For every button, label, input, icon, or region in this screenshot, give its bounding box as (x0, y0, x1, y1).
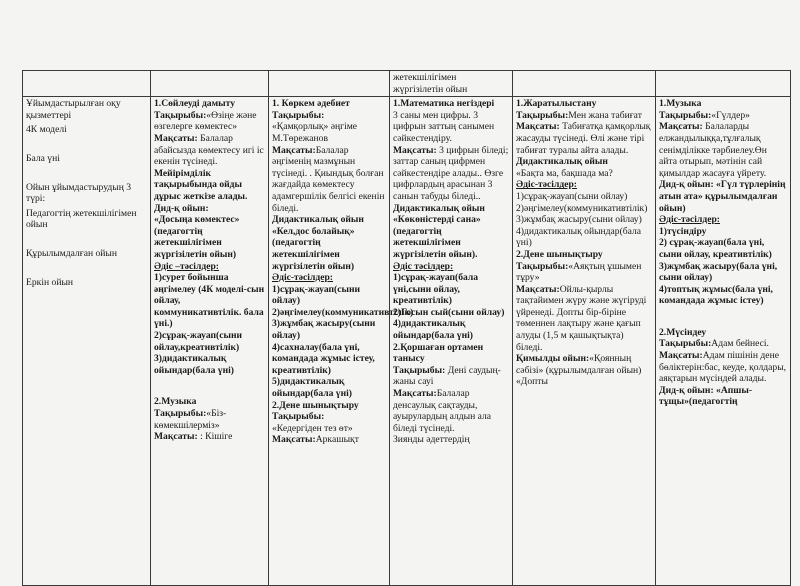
c1-goal: Балалар абайсызда көмектесу игі іс екенін түсінеді. (154, 132, 264, 168)
c5-method-2: 2) сұрақ-жауап(бала үні, сыни ойлау, креативтілік) (659, 237, 772, 260)
c3-text1: 3 саны мен цифры. 3 цифрын заттың санымен сәйкестендіру. (393, 109, 495, 144)
c3-goal-label: Мақсаты: (393, 144, 437, 156)
row-header-game-types: Ойын ұйымдастырудың 3 түрі: (26, 181, 132, 205)
c1-topic-label: Тақырыбы: (154, 109, 207, 121)
c2-game: «Кел,дос болайық» (педагогтің жетекшілігімен жүргізілетін ойын) (272, 225, 355, 272)
c5-topic: «Гүлдер» (711, 109, 750, 121)
c5-goal2: Адам пішінін дене бөліктерін:бас, кеуде, қолдары, аяқтарын мүсіндей алады. (659, 350, 787, 385)
monday-cell (151, 97, 269, 586)
c2-method-1: 1)сұрақ-жауап(сыни ойлау) (272, 283, 361, 307)
c2-method-3: 3)жұмбақ жасыру(сыни ойлау) (272, 318, 376, 342)
c1-goal2: : Кішіге (197, 431, 233, 443)
c4-heading: 1.Жаратылыстану (516, 98, 597, 110)
c5-methods-label: Әдіс-тәсілдер: (659, 214, 720, 226)
c3-goal2: Балалар денсаулық сақтауды, ауырулардың алдын ала біледі түсінеді. (393, 388, 492, 434)
c2-method-2: 2)әңгімелеу(коммуникативтілік) (272, 306, 414, 318)
c1-goal-label: Мақсаты: (154, 132, 198, 144)
c3-topic2: Дені саудың-жаны сауі (393, 364, 501, 388)
c4-topic2: «Аяқтың ұшымен тұру» (516, 260, 642, 284)
table-row-top (23, 71, 791, 97)
c4-game: «Бақта ма, бақшада ма? (516, 167, 613, 179)
c1-method-1: 1)сурет бойынша әңгімелеу (4К моделі-сын ойлау, коммуникативтілік. бала үні.) (154, 272, 265, 330)
c5-heading: 1.Музыка (659, 98, 702, 110)
row-header-cell (23, 97, 151, 586)
c1-heading2: 2.Музыка (154, 396, 197, 408)
row-header-4k: 4К моделі (26, 124, 67, 136)
c2-topic2-label: Тақырыбы: (272, 411, 325, 423)
c5-method-4: 4)топтық жұмыс(бала үні, командада жұмыс істеу) (659, 283, 773, 307)
c3-heading2: 2.Қоршаған ортамен таныcу (393, 341, 484, 365)
top-cell-3-text: жетекшілігімен жүргізілетін ойын (393, 72, 468, 95)
c2-goal: Балалар әңгіменің мазмұнын түсінеді. . Қиындық болған жағдайда көмектесу адамгершілік белгісі екенін біледі. (272, 144, 385, 214)
c2-goal2-label: Мақсаты: (272, 434, 316, 446)
c1-topic2-label: Тақырыбы: (154, 408, 207, 420)
top-cell-5 (656, 71, 791, 97)
c4-goal: Табиғатқа қамқорлық жасауды түсінеді. Өлі және тірі табиғат туралы айта алады. (516, 121, 651, 156)
c5-game-label: Дид-қ ойын: (659, 179, 714, 191)
c2-topic2: «Кедергіден тез өт» (272, 422, 353, 434)
c3-heading: 1.Математика негіздері (393, 98, 495, 110)
c2-method-4: 4)сахналау(бала үні, командада жұмыс істеу, креативтілік) (272, 341, 375, 376)
c4-topic-label: Тақырыбы: (516, 109, 569, 121)
c5-topic-label: Тақырыбы: (659, 109, 712, 121)
friday-cell (656, 97, 791, 586)
c2-topic: «Қамқорлық» әңгіме М.Төрежанов (272, 121, 358, 144)
c1-goal2-label: Мақсаты: (154, 431, 198, 443)
wednesday-cell (390, 97, 513, 586)
top-cell-3 (390, 71, 513, 97)
c1-topic2: «Біз-көмекшілерміз» (154, 408, 227, 431)
c2-method-5: 5)дидактикалық ойындар(бала үні) (272, 376, 352, 400)
c3-tail: Зиянды әдеттердің (393, 434, 470, 446)
c2-heading: 1. Көркем әдебиет (272, 98, 350, 110)
c4-game-label: Дидактикалық ойын (516, 156, 608, 168)
c3-goal2-label: Мақсаты: (393, 388, 437, 400)
top-cell-4 (513, 71, 656, 97)
c5-goal-label: Мақсаты: (659, 121, 703, 133)
c3-topic2-label: Тақырыбы: (393, 364, 446, 376)
c4-method-4: 4)дидактикалық ойындар(бала үні) (516, 225, 642, 249)
c4-goal2: Ойлы-қырлы тақтайимен жүру және жүгіруді үйренеді. Допты бір-біріне төменнен лақтыру және қағып алуды (1,5 м қашықтықта) біледі. (516, 283, 647, 353)
c3-methods-label: Әдіс тәсілдер: (393, 260, 454, 272)
c3-game-label: Дидактикалық ойын (393, 202, 485, 214)
c5-goal2-label: Мақсаты: (659, 350, 703, 362)
tuesday-cell (269, 97, 414, 586)
row-header-title: Ұйымдастырылған оқу қызметтері (26, 98, 121, 121)
c1-topic: «Өзіңе және өзгелерге көмектес» (154, 109, 257, 133)
top-cell-2 (269, 71, 390, 97)
c2-game-label: Дидактикалық ойын (272, 214, 364, 226)
c3-goal: 3 цифрын біледі; заттар саның цифрмен сәйкестендіре алады.. Өзге цифрлардың арасынан 3 санын табуды біледі.. (393, 144, 509, 202)
table-row-main (23, 97, 791, 586)
c4-methods-label: Әдіс-тәсілдер: (516, 179, 577, 191)
c4-game2-label: Қимылды ойын: (516, 353, 590, 365)
c3-method-2: 2)Госын сый(сыни ойлау) (393, 306, 505, 318)
c5-goal: Балаларды елжандылыққа,тұлғалық сенімділікке тәрбиелеу.Өн айта отырып, мәтінін сай қимылдар жасауға үйрету. (659, 121, 767, 179)
top-cell-1 (151, 71, 269, 97)
c5-game2: «Апшы-тұщы»(педагогтің (659, 384, 753, 408)
c4-method-2: 2)әңгімелеу(коммуникативтілік) (516, 202, 648, 214)
c5-game: «Гүл түрлерінің атын ата» құрылымдалған ойын) (659, 179, 786, 214)
c5-game2-label: Дид-қ ойын: (659, 384, 714, 396)
c4-method-1: 1)сұрақ-жауап(сыни ойлау) (516, 190, 628, 202)
c3-game: «Көкөністерді сана» (педагогтің жетекшілігімен жүргізілетін ойын). (393, 214, 481, 260)
c2-methods-label: Әдіс-тәсілдер: (272, 272, 333, 284)
thursday-cell (513, 97, 656, 586)
c5-method-1: 1)түсіндіру (659, 225, 707, 237)
c3-method-1: 1)сұрақ-жауап(бала үні,сыни ойлау, креативтілік) (393, 272, 479, 307)
c4-goal-label: Мақсаты: (516, 121, 560, 133)
c2-heading2: 2.Дене шынықтыру (272, 399, 359, 411)
row-header-child-voice: Бала үні (26, 152, 60, 164)
c1-heading: 1.Сөйлеуді дамыту (154, 98, 236, 110)
c4-method-3: 3)жұмбақ жасыру(сыни ойлау) (516, 214, 642, 226)
c2-topic-label: Тақырыбы: (272, 109, 325, 121)
c5-topic2-label: Тақырыбы: (659, 338, 712, 350)
top-cell-0 (23, 71, 151, 97)
c5-heading2: 2.Мүсіндеу (659, 326, 707, 338)
c1-methods-label: Әдіс –тәсілдер: (154, 260, 219, 272)
c4-topic: Мен жана табиғат (568, 109, 642, 121)
row-header-guided-game: Педагогтің жетекшілігімен ойын (26, 207, 137, 231)
c3-method-3: 4)дидактикалық ойындар(бала үні) (393, 318, 473, 342)
c5-topic2: Адам бейнесі. (711, 338, 769, 350)
c4-goal2-label: Мақсаты: (516, 283, 560, 295)
c1-method-3: 3)дидактикалық ойындар(бала үні) (154, 353, 234, 376)
c1-game: «Досыңа көмектес» (педагогтің жетекшілігімен жүргізілетін ойын) (154, 214, 240, 260)
row-header-free-game: Еркін ойын (26, 276, 74, 288)
c1-extra: Мейірімділік тақырыбында ойды дұрыс жеткізе алады. (154, 167, 248, 202)
c4-heading2: 2.Дене шынықтыру (516, 248, 603, 260)
c4-topic2-label: Тақырыбы: (516, 260, 569, 272)
c1-method-2: 2)сұрақ-жауап(сыни ойлау,креативтілік) (154, 330, 243, 353)
c2-goal-label: Мақсаты: (272, 144, 316, 156)
lesson-plan-table (22, 70, 791, 586)
c2-goal2: Аркашықт (315, 434, 359, 446)
row-header-structured-game: Құрылымдалған ойын (26, 247, 117, 259)
c4-game2: «Қоянның сәбізі» (құрылымдалған ойын) «Допты (516, 353, 642, 388)
c1-game-label: Дид-қ ойын: (154, 202, 209, 214)
c5-method-3: 3)жұмбақ жасыру(бала үні, сыни ойлау) (659, 260, 778, 284)
